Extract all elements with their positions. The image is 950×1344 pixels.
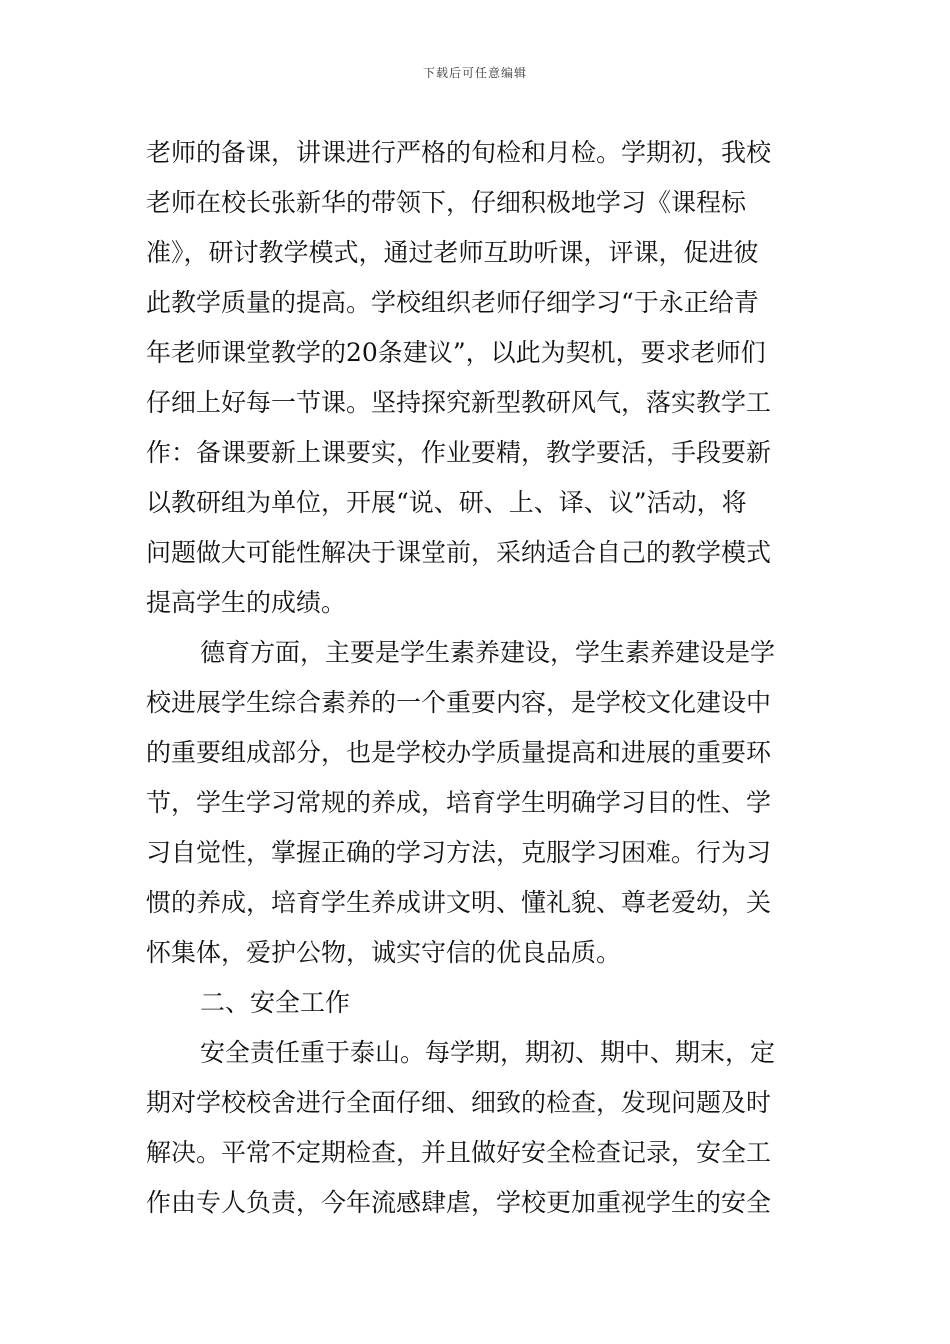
body-line: 惯的养成，培育学生养成讲文明、懂礼貌、尊老爱幼，关 bbox=[146, 888, 772, 917]
page-header: 下载后可任意编辑 bbox=[422, 66, 527, 80]
section-heading: 二、安全工作 bbox=[200, 988, 351, 1017]
body-line: 老师在校长张新华的带领下，仔细积极地学习《课程标 bbox=[146, 188, 747, 217]
body-line: 习自觉性，掌握正确的学习方法，克服学习困难。行为习 bbox=[146, 838, 772, 867]
body-line: 此教学质量的提高。学校组织老师仔细学习“于永正给青 bbox=[146, 288, 759, 317]
body-line: 怀集体，爱护公物，诚实守信的优良品质。 bbox=[146, 938, 622, 967]
body-line: 老师的备课，讲课进行严格的旬检和月检。学期初，我校 bbox=[146, 138, 772, 167]
body-line: 仔细上好每一节课。坚持探究新型教研风气，落实教学工 bbox=[146, 388, 772, 417]
document-body bbox=[146, 128, 810, 1228]
body-line: 作：备课要新上课要实，作业要精，教学要活，手段要新 bbox=[146, 438, 772, 467]
body-line: 年老师课堂教学的20条建议”，以此为契机，要求老师们 bbox=[146, 338, 766, 367]
body-line: 解决。平常不定期检查，并且做好安全检查记录，安全工 bbox=[146, 1138, 772, 1167]
body-line: 提高学生的成绩。 bbox=[146, 588, 347, 617]
body-line: 校进展学生综合素养的一个重要内容，是学校文化建设中 bbox=[146, 688, 772, 717]
body-line: 的重要组成部分，也是学校办学质量提高和进展的重要环 bbox=[146, 738, 772, 767]
paragraph-start-line: 德育方面，主要是学生素养建设，学生素养建设是学 bbox=[200, 638, 776, 667]
paragraph-start-line: 安全责任重于泰山。每学期，期初、期中、期末，定 bbox=[200, 1038, 776, 1067]
body-line: 准》，研讨教学模式，通过老师互助听课，评课，促进彼 bbox=[146, 238, 759, 267]
body-line: 节，学生学习常规的养成，培育学生明确学习目的性、学 bbox=[146, 788, 772, 817]
body-line: 期对学校校舍进行全面仔细、细致的检查，发现问题及时 bbox=[146, 1088, 772, 1117]
body-line: 作由专人负责，今年流感肆虐，学校更加重视学生的安全 bbox=[146, 1188, 772, 1217]
body-line: 问题做大可能性解决于课堂前，采纳适合自己的教学模式 bbox=[146, 538, 772, 567]
body-line: 以教研组为单位，开展“说、研、上、译、议”活动，将 bbox=[146, 488, 747, 517]
